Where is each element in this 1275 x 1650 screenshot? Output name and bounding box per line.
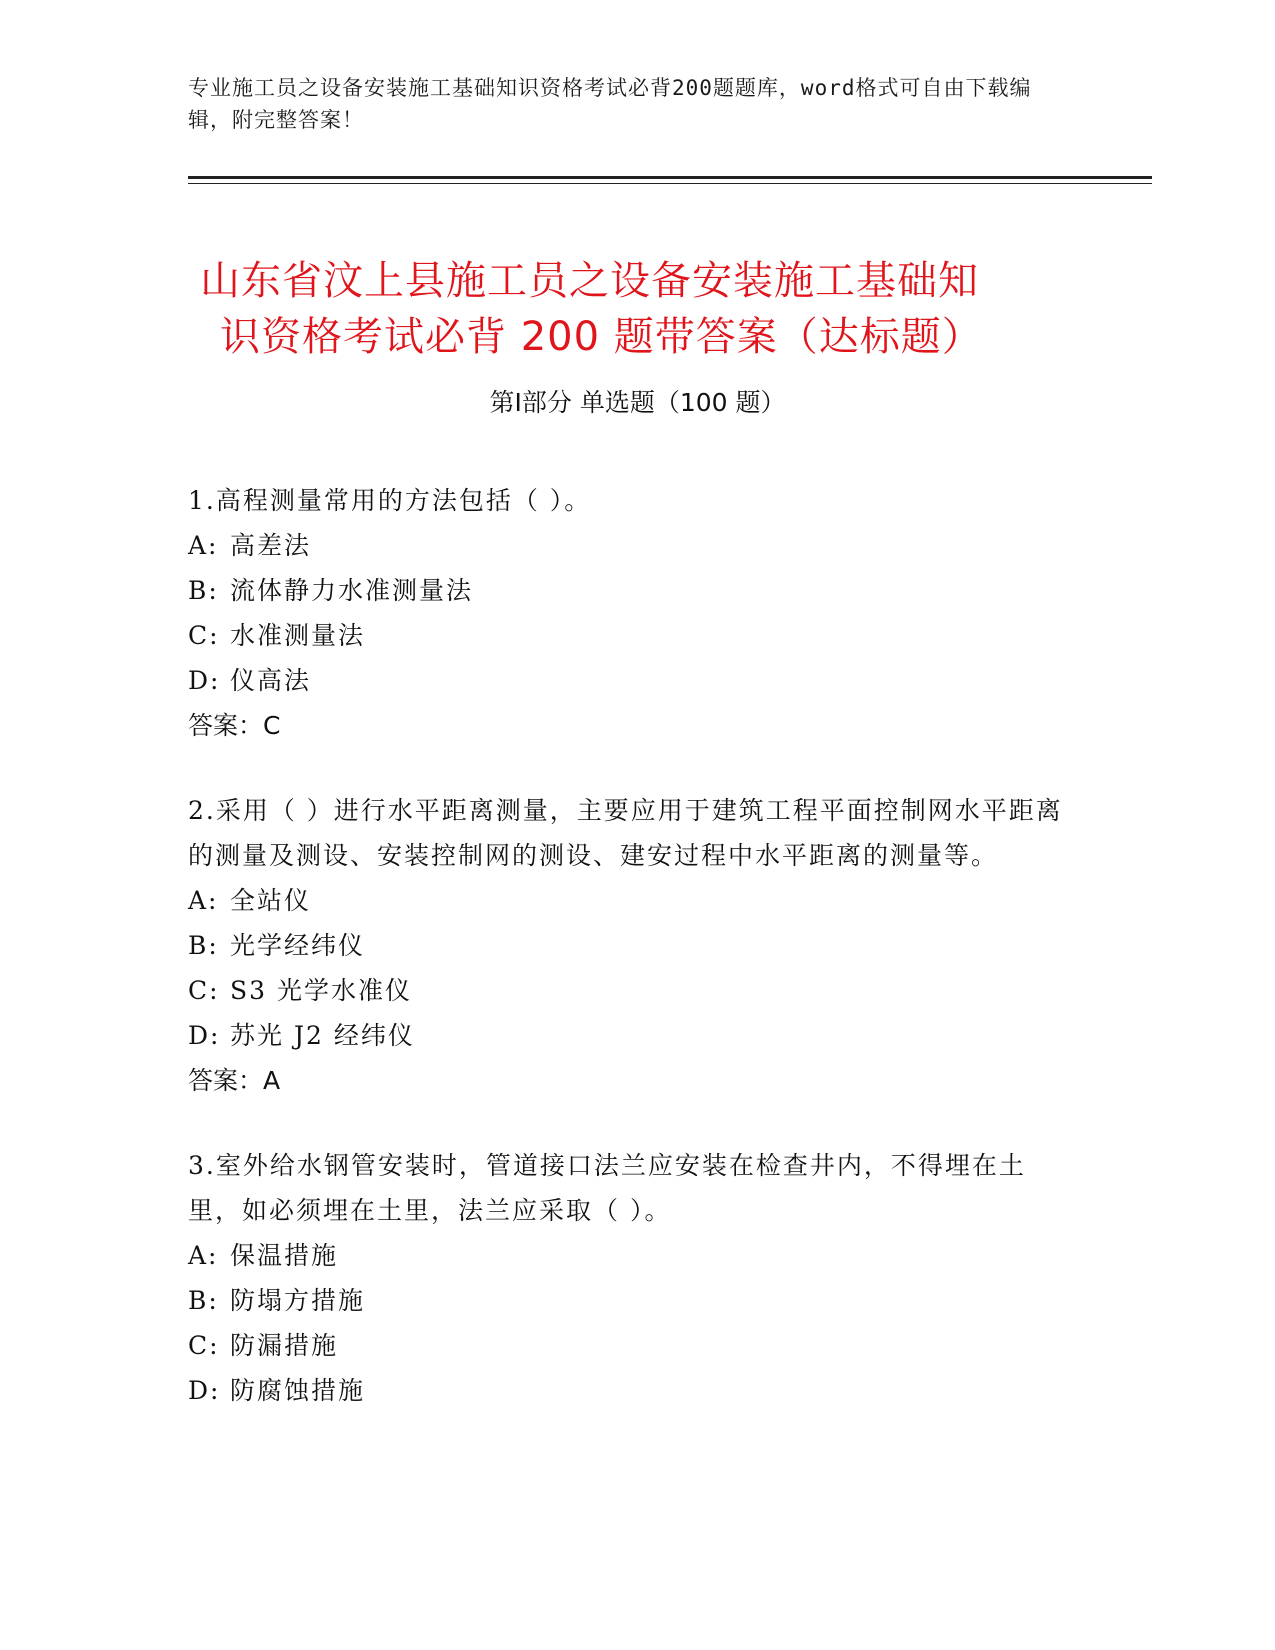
document-title: [200, 253, 1080, 365]
option-c: [188, 1323, 1068, 1368]
option-letter: B:: [188, 1286, 219, 1315]
option-text: 仪高法: [230, 666, 312, 695]
option-letter: D:: [188, 1376, 221, 1405]
option-text: 防漏措施: [230, 1331, 339, 1360]
option-text: 保温措施: [230, 1241, 339, 1270]
question-stem: 3.室外给水钢管安装时，管道接口法兰应安装在检查井内，不得埋在土里，如必须埋在土里，法兰应采取（ ）。: [188, 1151, 1026, 1225]
option-text: 水准测量法: [230, 621, 366, 650]
option-text: S3 光学水准仪: [230, 976, 412, 1005]
option-text: 防腐蚀措施: [230, 1376, 366, 1405]
option-d: [188, 1013, 1068, 1058]
section-heading: 第Ⅰ部分 单选题（100 题）: [489, 388, 786, 417]
option-letter: D:: [188, 1021, 221, 1050]
option-a: [188, 523, 1068, 568]
option-letter: A:: [188, 886, 219, 915]
question-list: [188, 478, 1068, 1453]
option-b: [188, 1278, 1068, 1323]
option-d: [188, 1368, 1068, 1413]
option-letter: C:: [188, 1331, 220, 1360]
option-text: 流体静力水准测量法: [230, 576, 474, 605]
header-rule-thin: [188, 183, 1152, 184]
option-letter: C:: [188, 621, 220, 650]
question-3: [188, 1143, 1068, 1413]
header-note: 专业施工员之设备安装施工基础知识资格考试必背200题题库，word格式可自由下载编辑，附完整答案！: [188, 76, 1032, 132]
option-c: [188, 613, 1068, 658]
option-text: 光学经纬仪: [230, 931, 366, 960]
option-a: [188, 1233, 1068, 1278]
document-title-line2: 识资格考试必背 200 题带答案（达标题）: [220, 313, 983, 360]
option-text: 苏光 J2 经纬仪: [230, 1021, 415, 1050]
option-letter: C:: [188, 976, 220, 1005]
option-text: 全站仪: [230, 886, 312, 915]
option-text: 防塌方措施: [230, 1286, 366, 1315]
option-b: [188, 568, 1068, 613]
option-letter: A:: [188, 531, 219, 560]
option-b: [188, 923, 1068, 968]
option-d: [188, 658, 1068, 703]
option-c: [188, 968, 1068, 1013]
answer-line: 答案：C: [188, 711, 281, 740]
option-text: 高差法: [230, 531, 312, 560]
option-letter: A:: [188, 1241, 219, 1270]
option-letter: D:: [188, 666, 221, 695]
document-title-line1: 山东省汶上县施工员之设备安装施工基础知: [200, 257, 979, 304]
question-2: [188, 788, 1068, 1103]
option-letter: B:: [188, 576, 219, 605]
option-a: [188, 878, 1068, 923]
header-rule-thick: [188, 176, 1152, 179]
answer-line: 答案：A: [188, 1066, 281, 1095]
question-1: [188, 478, 1068, 748]
option-letter: B:: [188, 931, 219, 960]
question-stem: 2.采用（ ）进行水平距离测量，主要应用于建筑工程平面控制网水平距离的测量及测设、安装控制网的测设、建安过程中水平距离的测量等。: [188, 796, 1063, 870]
question-stem: 1.高程测量常用的方法包括（ ）。: [188, 486, 592, 515]
